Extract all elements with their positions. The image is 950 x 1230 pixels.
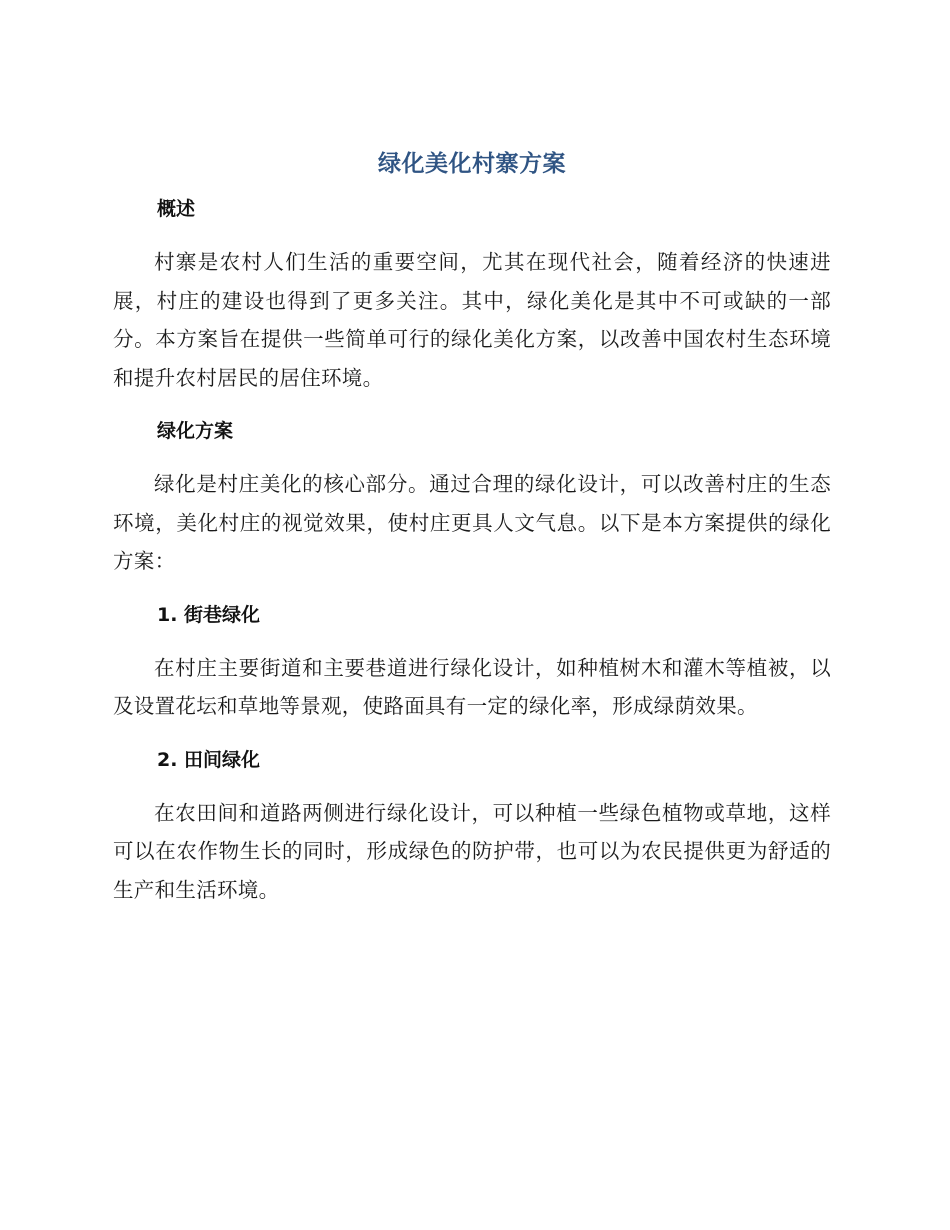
document-title: 绿化美化村寨方案 [378, 151, 566, 177]
section-heading-greening-plan: 绿化方案 [157, 420, 234, 442]
section-heading-street-greening: 1. 街巷绿化 [157, 603, 261, 626]
section-heading-overview: 概述 [157, 198, 196, 220]
section-paragraph-greening-plan: 绿化是村庄美化的核心部分。通过合理的绿化设计，可以改善村庄的生态环境，美化村庄的视觉效果，使村庄更具人文气息。以下是本方案提供的绿化方案： [113, 472, 831, 573]
section-paragraph-field-greening: 在农田间和道路两侧进行绿化设计，可以种植一些绿色植物或草地，这样可以在农作物生长的同时，形成绿色的防护带，也可以为农民提供更为舒适的生产和生活环境。 [113, 800, 831, 902]
section-paragraph-street-greening: 在村庄主要街道和主要巷道进行绿化设计，如种植树木和灌木等植被，以及设置花坛和草地等景观，使路面具有一定的绿化率，形成绿荫效果。 [113, 655, 831, 718]
section-heading-field-greening: 2. 田间绿化 [157, 748, 261, 771]
document-body [113, 146, 831, 909]
section-paragraph-overview: 村寨是农村人们生活的重要空间，尤其在现代社会，随着经济的快速进展，村庄的建设也得到了更多关注。其中，绿化美化是其中不可或缺的一部分。本方案旨在提供一些简单可行的绿化美化方案，以改善中国农村生态环境和提升农村居民的居住环境。 [113, 250, 831, 390]
